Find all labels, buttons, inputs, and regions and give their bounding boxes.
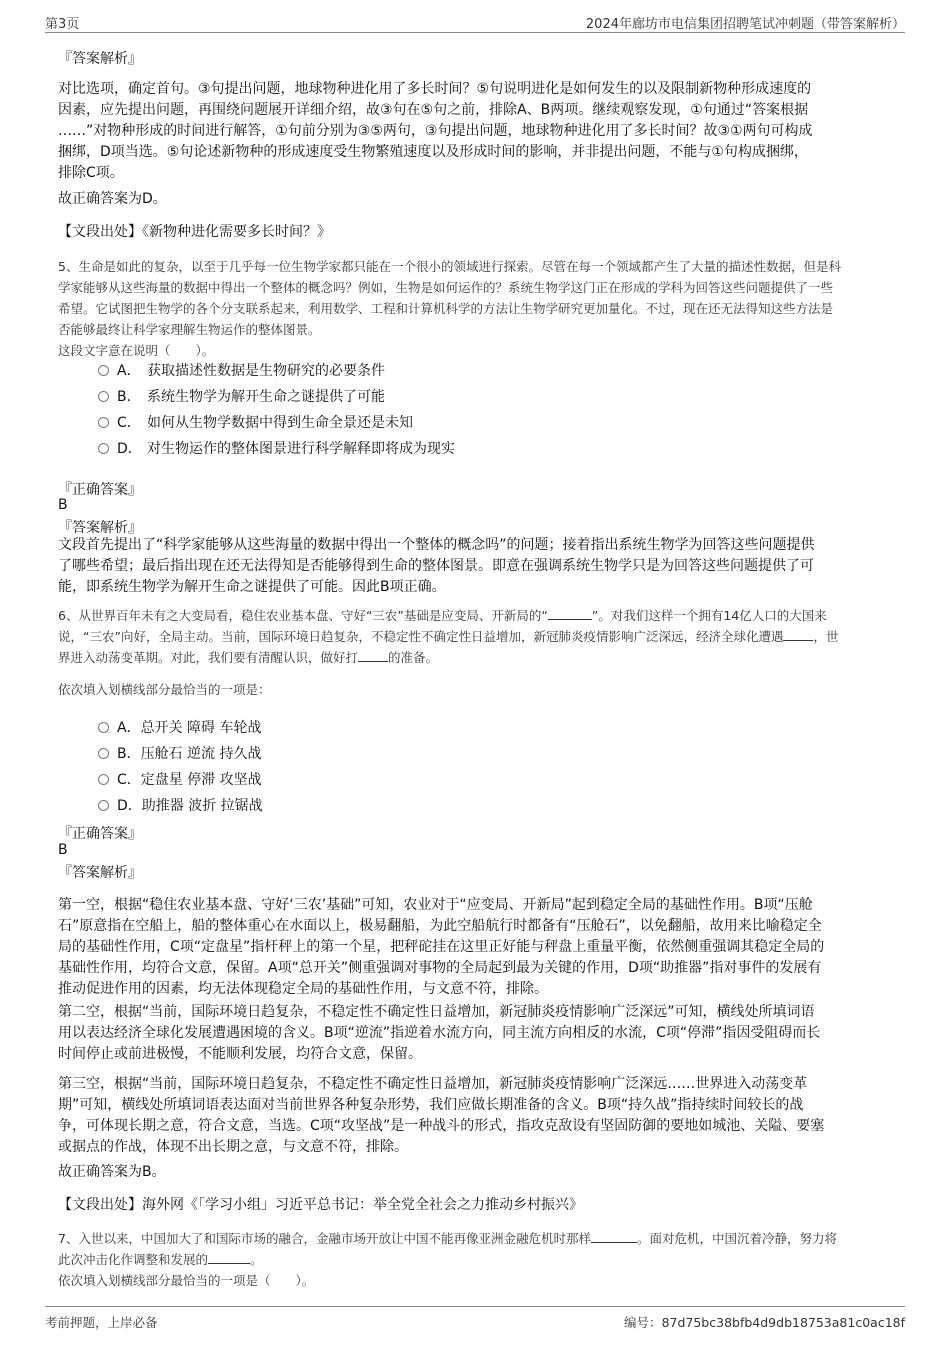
footer-divider: [45, 1306, 905, 1307]
q7-stem-line: [58, 1249, 908, 1270]
option-text: 定盘星 停滞 攻坚战: [140, 772, 262, 788]
q6-stem-text: 界进入动荡变革期。对此，我们要有清醒认识，做好打: [58, 650, 359, 665]
q6-blank-2: [783, 628, 813, 641]
q5-analysis-line: 能，即系统生物学为解开生命之谜提供了可能。因此B项正确。: [58, 579, 446, 595]
q6-stem: [58, 605, 908, 668]
q6-analysis-line: 期”可知，横线处所填词语表达面对当前世界各种复杂形势，我们应做长期准备的含义。B项“持久战”指持续时间较长的战: [58, 1097, 804, 1113]
radio-icon[interactable]: [98, 443, 109, 454]
option-letter: C．: [117, 415, 141, 431]
option-letter: A．: [117, 720, 141, 736]
header-divider: [45, 32, 905, 33]
q6-option-b[interactable]: [98, 743, 262, 763]
q6-stem-text: 6、从世界百年未有之大变局看，稳住农业基本盘、守好“三农”基础是应变局、开新局的“: [58, 608, 548, 623]
q6-option-a[interactable]: [98, 717, 261, 737]
option-text: 压舱石 逆流 持久战: [140, 746, 262, 762]
q4-analysis-label: 『答案解析』: [58, 51, 142, 67]
q5-stem-line: 学家能够从这些海量的数据中得出一个整体的概念吗？例如，生物是如何运作的？系统生物学这门正在形成的学科为回答这些问题提供了一些: [58, 280, 834, 295]
radio-icon[interactable]: [98, 800, 109, 811]
q7-prompt: 依次填入划横线部分最恰当的一项是（ ）。: [58, 1273, 315, 1288]
q6-blank-1: [548, 607, 592, 620]
q6-analysis-label: 『答案解析』: [58, 865, 142, 881]
q7-stem-text: 。: [250, 1252, 263, 1267]
option-text: 助推器 波折 拉锯战: [141, 798, 263, 814]
q5-answer-label: 『正确答案』: [58, 482, 142, 498]
q5-option-c[interactable]: [98, 412, 413, 432]
radio-icon[interactable]: [98, 774, 109, 785]
option-letter: B．: [117, 746, 141, 762]
q6-answer-label: 『正确答案』: [58, 826, 142, 842]
q5-option-a[interactable]: [98, 360, 385, 380]
q7-stem-text: 。面对危机，中国沉着冷静，努力将: [636, 1231, 837, 1246]
q5-option-b[interactable]: [98, 386, 385, 406]
option-text: 对生物运作的整体图景进行科学解释即将成为现实: [147, 441, 455, 457]
option-text: 系统生物学为解开生命之谜提供了可能: [147, 389, 385, 405]
q4-analysis-line: 排除C项。: [58, 165, 124, 181]
q6-analysis-line: 推动促进作用的因素，均无法体现稳定全局的基础性作用，与文意不符，排除。: [58, 981, 548, 997]
q5-analysis-label: 『答案解析』: [58, 520, 142, 536]
option-text: 总开关 障碍 车轮战: [140, 720, 262, 736]
q6-analysis-line: 局的基础性作用，C项“定盘星”指杆秤上的第一个星，把秤砣挂在这里正好能与秤盘上重量平衡，依然侧重强调其稳定全局的: [58, 939, 825, 955]
q5-stem-line: 5、生命是如此的复杂，以至于几乎每一位生物学家都只能在一个很小的领域进行探索。尽管在每一个领域都产生了大量的描述性数据，但是科: [58, 259, 841, 274]
q6-stem-text: 说，“三农”向好，全局主动。当前，国际环境日趋复杂，不稳定性不确定性日益增加，新冠肺炎疫情影响广泛深远，经济全球化遭遇: [58, 629, 784, 644]
q6-source: 【文段出处】海外网《「学习小组」习近平总书记：举全党全社会之力推动乡村振兴》: [58, 1197, 583, 1213]
q6-analysis-line: 用以表达经济全球化发展遭遇困境的含义。B项“逆流”指逆着水流方向，同主流方向相反的水流，C项“停滞”指因受阻碍而长: [58, 1025, 821, 1041]
q6-stem-line: [58, 626, 908, 647]
q5-option-d[interactable]: [98, 438, 455, 458]
q4-analysis-line: ……”对物种形成的时间进行解答，①句前分别为③⑤两句，③句提出问题，地球物种进化用了多长时间？故③①两句可构成: [58, 123, 813, 139]
q7-stem-text: 此次冲击化作调整和发展的: [58, 1252, 209, 1267]
q6-analysis-line: 石”原意指在空船上，船的整体重心在水面以上，极易翻船，为此空船航行时都备有“压舱石”，以免翻船，故用来比喻稳定全: [58, 918, 822, 934]
option-letter: C．: [117, 772, 141, 788]
radio-icon[interactable]: [98, 365, 109, 376]
option-letter: B．: [117, 389, 141, 405]
q7-blank-2: [208, 1251, 250, 1264]
q4-analysis-line: 对比选项，确定首句。③句提出问题，地球物种进化用了多长时间？⑤句说明进化是如何发生的以及限制新物种形成速度的: [58, 81, 812, 97]
q5-analysis-line: 了哪些希望；最后指出现在还无法得知是否能够得到生命的整体图景。即意在强调系统生物学只是为回答这些问题提供了可: [58, 558, 814, 574]
q5-analysis-line: 文段首先提出了“科学家能够从这些海量的数据中得出一个整体的概念吗”的问题；接着指出系统生物学为回答这些问题提供: [58, 537, 815, 553]
q6-option-d[interactable]: [98, 795, 263, 815]
q4-analysis-line: 因素，应先提出问题，再围绕问题展开详细介绍，故③句在⑤句之前，排除A、B两项。继续观察发现，①句通过“答案根据: [58, 102, 809, 118]
option-letter: A．: [117, 363, 141, 379]
q6-analysis-line: 第二空，根据“当前，国际环境日趋复杂，不稳定性不确定性日益增加，新冠肺炎疫情影响广泛深远”可知，横线处所填词语: [58, 1004, 815, 1020]
radio-icon[interactable]: [98, 391, 109, 402]
q6-stem-line: [58, 647, 908, 668]
q7-stem-line: [58, 1228, 908, 1249]
q6-prompt: 依次填入划横线部分最恰当的一项是：: [58, 682, 271, 697]
q6-analysis-line: 争，可体现长期之意，符合文意，当选。C项“攻坚战”是一种战斗的形式，指攻克敌设有坚固防御的要地如城池、关隘、要塞: [58, 1118, 825, 1134]
q6-analysis-para-1: [58, 895, 908, 1000]
radio-icon[interactable]: [98, 748, 109, 759]
q7-blank-1: [591, 1230, 637, 1243]
q6-blank-3: [358, 649, 388, 662]
option-letter: D．: [117, 441, 142, 457]
q4-analysis-line: 捆绑，D项当选。⑤句论述新物种的形成速度受生物繁殖速度以及形成时间的影响，并非提出问题，不能与①句构成捆绑，: [58, 144, 808, 160]
q6-stem-text: ”。对我们这样一个拥有14亿人口的大国来: [591, 608, 827, 623]
q6-option-c[interactable]: [98, 769, 262, 789]
q6-analysis-line: 第三空，根据“当前，国际环境日趋复杂，不稳定性不确定性日益增加，新冠肺炎疫情影响广泛深远……世界进入动荡变革: [58, 1076, 808, 1092]
q4-analysis: [58, 79, 908, 184]
document-title: 2024年廊坊市电信集团招聘笔试冲刺题（带答案解析）: [585, 17, 905, 32]
footer-code-value: 87d75bc38bfb4d9db18753a81c0ac18f: [661, 1315, 905, 1330]
q6-conclusion: 故正确答案为B。: [58, 1164, 166, 1180]
page-number: 第3页: [45, 17, 80, 32]
option-letter: D．: [117, 798, 142, 814]
q6-stem-text: 的准备。: [388, 650, 439, 665]
q6-analysis-para-2: [58, 1002, 908, 1065]
radio-icon[interactable]: [98, 722, 109, 733]
q4-conclusion: 故正确答案为D。: [58, 191, 167, 207]
radio-icon[interactable]: [98, 417, 109, 428]
q5-stem-line: 这段文字意在说明（ ）。: [58, 343, 215, 358]
q6-stem-text: ，世: [813, 629, 839, 644]
q5-analysis: [58, 535, 908, 598]
q5-stem-line: 否能够最终让科学家理解生物运作的整体图景。: [58, 322, 321, 337]
option-text: 获取描述性数据是生物研究的必要条件: [147, 363, 385, 379]
footer-code: [624, 1313, 905, 1331]
footer-code-label: 编号：: [624, 1315, 662, 1330]
q6-stem-line: [58, 605, 908, 626]
q6-analysis-para-3: [58, 1074, 908, 1158]
q6-analysis-line: 时间停止或前进极慢，不能顺利发展，均符合文意，保留。: [58, 1046, 422, 1062]
option-text: 如何从生物学数据中得到生命全景还是未知: [147, 415, 413, 431]
footer-slogan: 考前押题，上岸必备: [45, 1315, 158, 1330]
q5-answer: B: [58, 497, 68, 513]
q6-analysis-line: 或据点的作战，体现不出长期之意，与文意不符，排除。: [58, 1139, 408, 1155]
q6-analysis-line: 基础性作用，均符合文意，保留。A项“总开关”侧重强调对事物的全局起到最为关键的作用，D项“助推器”指对事件的发展有: [58, 960, 822, 976]
q7-stem-text: 7、入世以来，中国加大了和国际市场的融合，金融市场开放让中国不能再像亚洲金融危机时那样: [58, 1231, 591, 1246]
q5-stem-line: 希望。它试图把生物学的各个分支联系起来，利用数学、工程和计算机科学的方法让生物学研究更加量化。不过，现在还无法得知这些方法是: [58, 301, 834, 316]
q4-source: 【文段出处】《新物种进化需要多长时间？》: [58, 224, 331, 240]
q5-stem: [58, 256, 908, 361]
q6-analysis-line: 第一空，根据“稳住农业基本盘、守好‘三农’基础”可知，农业对于“应变局、开新局”起到稳定全局的基础性作用。B项“压舱: [58, 897, 813, 913]
q7-stem: [58, 1228, 908, 1291]
q6-answer: B: [58, 842, 68, 858]
